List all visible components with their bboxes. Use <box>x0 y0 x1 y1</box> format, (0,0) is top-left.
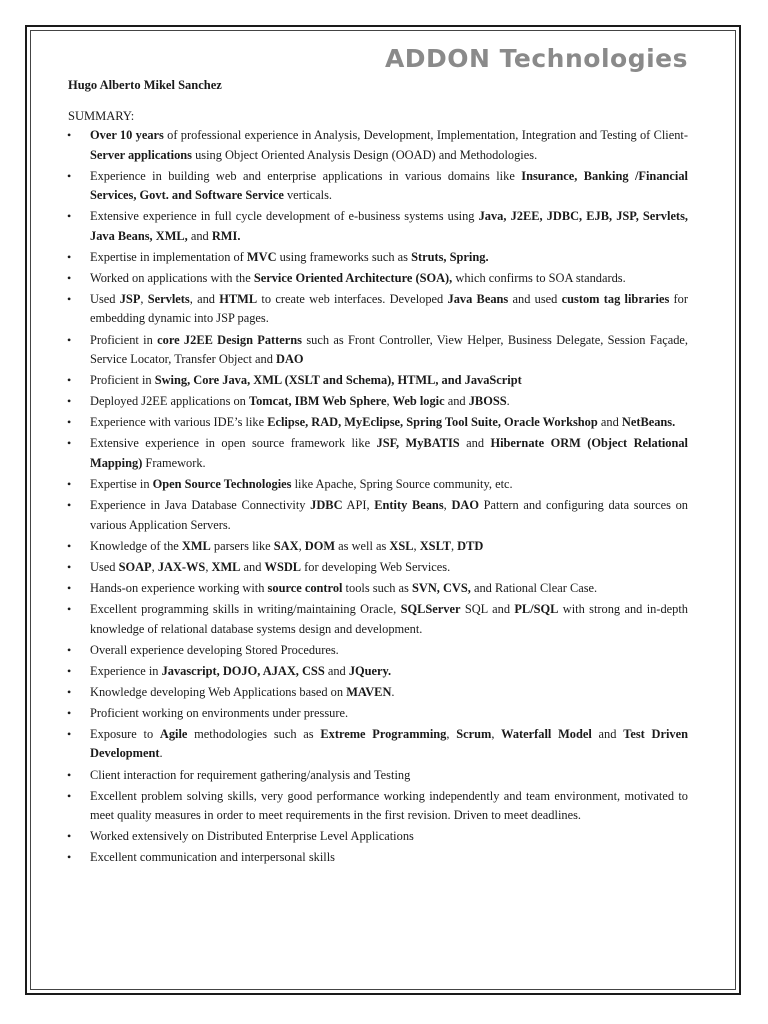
summary-item <box>66 766 688 786</box>
bullet-icon: • <box>67 559 72 574</box>
text-run: Hands-on experience working with <box>90 580 268 595</box>
text-run: Used <box>90 559 119 574</box>
text-run: , <box>446 726 457 741</box>
bold-text: Agile <box>159 726 188 741</box>
text-run: Client interaction for requirement gathering/analysis and Testing <box>90 767 411 782</box>
bold-text: source control <box>267 580 343 595</box>
text-run: , <box>413 538 420 553</box>
summary-item <box>66 725 688 764</box>
bold-text: Insurance, Banking /Financial Services, Govt. and Software Service <box>90 168 688 203</box>
summary-item <box>66 207 688 246</box>
bold-text: JAX-WS <box>157 559 206 574</box>
bold-text: SVN, CVS, <box>411 580 471 595</box>
summary-list <box>66 126 688 869</box>
bullet-icon: • <box>67 477 72 492</box>
summary-item <box>66 683 688 703</box>
text-run: , <box>491 726 502 741</box>
text-run: Proficient in <box>90 332 158 347</box>
summary-item <box>66 641 688 661</box>
text-run: API, <box>342 498 375 513</box>
bold-text: JBOSS <box>468 394 507 409</box>
company-header: ADDON Technologies <box>384 44 688 73</box>
bold-text: DTD <box>457 538 484 553</box>
text-run: and <box>597 415 622 430</box>
bold-text: Scrum <box>456 726 492 741</box>
bullet-icon: • <box>67 850 72 865</box>
summary-item <box>66 392 688 412</box>
bold-text: XSL <box>389 538 414 553</box>
bold-text: JSP <box>119 291 141 306</box>
summary-item <box>66 704 688 724</box>
bullet-icon: • <box>67 168 72 183</box>
bold-text: Waterfall Model <box>501 726 592 741</box>
text-run: Used <box>90 291 120 306</box>
text-run: and used <box>508 291 562 306</box>
bold-text: XML <box>181 538 211 553</box>
bold-text: Web logic <box>392 394 445 409</box>
bullet-icon: • <box>67 602 72 616</box>
text-run: , <box>298 538 305 553</box>
text-run: Exposure to <box>90 726 160 741</box>
bold-text: DAO <box>276 352 304 367</box>
bold-text: MAVEN <box>346 684 392 699</box>
text-run: and <box>187 228 212 243</box>
text-run: and <box>444 394 469 409</box>
summary-item <box>66 662 688 682</box>
bold-text: MVC <box>246 249 277 264</box>
bullet-icon: • <box>67 767 72 782</box>
summary-item <box>66 290 688 329</box>
text-run: as well as <box>335 538 390 553</box>
bold-text: WSDL <box>264 559 302 574</box>
summary-item <box>66 558 688 578</box>
text-run: Proficient working on environments under pressure. <box>90 705 349 720</box>
bold-text: XML <box>211 559 241 574</box>
text-run: Deployed J2EE applications on <box>90 394 249 409</box>
bold-text: JQuery. <box>348 663 392 678</box>
summary-item <box>66 248 688 268</box>
text-run: Knowledge of the <box>90 538 182 553</box>
bold-text: RMI. <box>211 228 241 243</box>
text-run: , <box>443 498 452 513</box>
summary-item <box>66 537 688 557</box>
bold-text: Server applications <box>90 147 192 162</box>
text-run: , <box>450 538 458 553</box>
summary-item <box>66 167 688 206</box>
text-run: and <box>324 663 349 678</box>
bold-text: Servlets <box>147 291 190 306</box>
summary-item <box>66 371 688 391</box>
bullet-icon: • <box>67 291 72 306</box>
summary-item <box>66 475 688 495</box>
text-run: tools such as <box>342 580 412 595</box>
bullet-icon: • <box>67 705 72 720</box>
bullet-icon: • <box>67 249 72 264</box>
bullet-icon: • <box>67 642 72 657</box>
bold-text: Test Driven Development <box>90 726 688 761</box>
bullet-icon: • <box>67 580 72 595</box>
text-run: to create web interfaces. Developed <box>257 291 448 306</box>
text-run: and <box>591 726 624 741</box>
bold-text: HTML <box>219 291 258 306</box>
summary-item <box>66 331 688 370</box>
text-run: Experience in Java Database Connectivity <box>90 498 311 513</box>
text-run: Expertise in <box>90 477 153 492</box>
bold-text: JDBC <box>310 498 343 513</box>
text-run: Extensive experience in open source framework like <box>90 436 377 451</box>
text-run: Pattern and configuring data sources on various Application Servers. <box>90 498 689 532</box>
text-run: with strong and in-depth knowledge of relational database systems design and development. <box>90 602 688 636</box>
summary-item <box>66 434 688 473</box>
bold-text: XSLT <box>419 538 451 553</box>
bullet-icon: • <box>67 726 72 741</box>
text-run: Experience in building web and enterprise applications in various domains like <box>90 168 522 183</box>
bold-text: custom tag libraries <box>561 291 670 306</box>
text-run: and <box>459 436 491 451</box>
text-run: , <box>151 559 158 574</box>
bold-text: DAO <box>451 498 479 513</box>
summary-item <box>66 787 688 826</box>
text-run: Worked on applications with the <box>90 270 254 285</box>
summary-item <box>66 848 688 868</box>
bold-text: core J2EE Design Patterns <box>157 332 303 347</box>
text-run: . <box>159 746 163 761</box>
text-run: Excellent communication and interpersonal skills <box>90 850 335 865</box>
text-run: using Object Oriented Analysis Design (OOAD) and Methodologies. <box>192 147 538 162</box>
summary-item <box>66 269 688 289</box>
text-run: , <box>205 559 212 574</box>
bold-text: Over 10 years <box>90 128 164 142</box>
bullet-icon: • <box>67 538 72 553</box>
summary-heading: SUMMARY: <box>68 109 135 123</box>
bullet-icon: • <box>67 415 72 430</box>
bold-text: SQLServer <box>400 602 461 616</box>
bold-text: Struts, Spring. <box>411 249 489 264</box>
text-run: . <box>391 684 395 699</box>
text-run: Overall experience developing Stored Procedures. <box>90 642 339 657</box>
text-run: Extensive experience in full cycle development of e-business systems using <box>90 209 479 224</box>
text-run: for developing Web Services. <box>301 559 451 574</box>
text-run: Knowledge developing Web Applications based on <box>90 684 347 699</box>
summary-item <box>66 600 688 639</box>
bullet-icon: • <box>67 128 72 142</box>
text-run: Framework. <box>142 455 206 470</box>
text-run: parsers like <box>210 538 274 553</box>
summary-item <box>66 579 688 599</box>
text-run: . <box>506 394 510 409</box>
bullet-icon: • <box>67 394 72 409</box>
text-run: and Rational Clear Case. <box>470 580 598 595</box>
bold-text: Eclipse, RAD, MyEclipse, Spring Tool Suite, Oracle Workshop <box>267 415 598 430</box>
text-run: for embedding dynamic into JSP pages. <box>90 291 688 326</box>
text-run: , and <box>189 291 220 306</box>
bullet-icon: • <box>67 684 72 699</box>
text-run: SQL and <box>460 602 515 616</box>
text-run: Worked extensively on Distributed Enterprise Level Applications <box>90 829 414 844</box>
text-run: Excellent problem solving skills, very good performance working independently and team environment, motivated to meet quality measures in order to meet requirements in the first revision. Driven to meet deadlines. <box>90 788 688 823</box>
bullet-icon: • <box>67 332 72 347</box>
text-run: using frameworks such as <box>276 249 412 264</box>
summary-item <box>66 827 688 847</box>
text-run: methodologies such as <box>187 726 321 741</box>
bullet-icon: • <box>67 436 72 451</box>
text-run: Experience with various IDE’s like <box>90 415 268 430</box>
bold-text: Java Beans <box>447 291 509 306</box>
bullet-icon: • <box>67 788 72 803</box>
summary-item <box>66 126 688 165</box>
text-run: of professional experience in Analysis, Development, Implementation, Integration and Testing of Client- <box>163 128 689 142</box>
text-run: like Apache, Spring Source community, etc. <box>291 477 513 492</box>
bold-text: Javascript, DOJO, AJAX, CSS <box>161 663 325 678</box>
text-run: verticals. <box>283 188 333 203</box>
bullet-icon: • <box>67 663 72 678</box>
bold-text: JSF, MyBATIS <box>376 436 460 451</box>
bullet-icon: • <box>67 498 72 513</box>
bold-text: Extreme Programming <box>320 726 447 741</box>
bold-text: Java, J2EE, JDBC, EJB, JSP, Servlets, Java Beans, XML, <box>90 209 688 243</box>
bold-text: Service Oriented Architecture (SOA), <box>253 270 453 285</box>
bullet-icon: • <box>67 373 72 388</box>
text-run: Proficient in <box>90 373 155 388</box>
text-run: and <box>240 559 265 574</box>
candidate-name: Hugo Alberto Mikel Sanchez <box>68 78 222 92</box>
bold-text: Swing, Core Java, XML (XSLT and Schema), HTML, and JavaScript <box>154 373 522 388</box>
bold-text: Open Source Technologies <box>152 477 292 492</box>
bold-text: SAX <box>273 538 299 553</box>
bullet-icon: • <box>67 829 72 844</box>
text-run: which confirms to SOA standards. <box>452 270 626 285</box>
text-run: Expertise in implementation of <box>90 249 247 264</box>
text-run: such as Front Controller, View Helper, Business Delegate, Session Façade, Service Locator, Transfer Object and <box>90 332 689 367</box>
text-run: , <box>386 394 393 409</box>
bullet-icon: • <box>67 209 72 224</box>
text-run: , <box>140 291 148 306</box>
text-run: Excellent programming skills in writing/maintaining Oracle, <box>90 602 401 616</box>
bold-text: DOM <box>304 538 336 553</box>
bold-text: Hibernate ORM (Object Relational Mapping) <box>90 436 688 470</box>
bold-text: Entity Beans <box>374 498 444 513</box>
bold-text: NetBeans. <box>621 415 676 430</box>
summary-item <box>66 496 688 535</box>
bold-text: SOAP <box>118 559 152 574</box>
bullet-icon: • <box>67 270 72 285</box>
bold-text: Tomcat, IBM Web Sphere <box>248 394 387 409</box>
summary-item <box>66 413 688 433</box>
bold-text: PL/SQL <box>514 602 559 616</box>
text-run: Experience in <box>90 663 162 678</box>
